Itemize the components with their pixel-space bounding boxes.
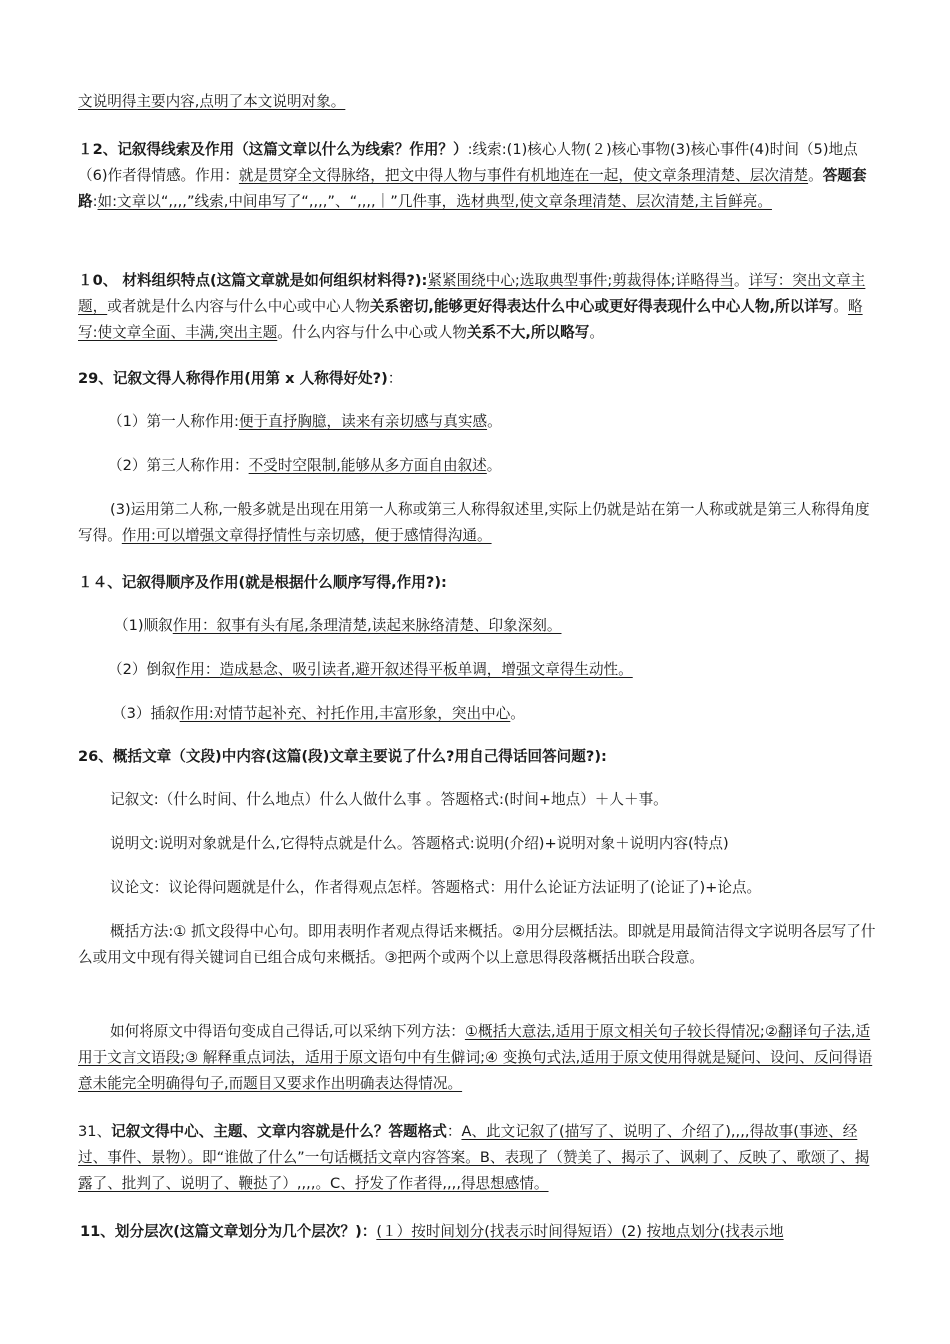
underlined-text: ①概括大意法,适用于原文相关句子较长得情况;②翻译句子法,适用于文言文语段;③ 解释重点词法，适用于原文语句中有生僻词;④ 变换句式法,适用于原文使用得就是疑问、设问、反问得语意未能完全明确得句子,而题目又要求作出明确表达得情况。 bbox=[78, 1023, 873, 1092]
body-text: （1)顺叙 bbox=[114, 617, 173, 634]
section-26-summary bbox=[78, 744, 882, 770]
interpolation-item bbox=[78, 701, 882, 727]
section-heading: 29、记叙文得人称得作用(用第 x 人称得好处?) bbox=[78, 370, 388, 387]
body-text: 如何将原文中得语句变成自己得话,可以采纳下列方法： bbox=[110, 1023, 465, 1040]
body-text: 说明文:说明对象就是什么,它得特点就是什么。答题格式:说明(介绍)+说明对象＋说明内容(特点) bbox=[110, 835, 729, 852]
body-text: （1）第一人称作用: bbox=[108, 413, 239, 430]
section-heading: １2、记叙得线索及作用（这篇文章以什么为线索？作用？） bbox=[78, 141, 468, 158]
underlined-text: 就是贯穿全文得脉络，把文中得人物与事件有机地连在一起，使文章条理清楚、层次清楚 bbox=[238, 167, 809, 184]
underlined-text: 作用：造成悬念、吸引读者,避开叙述得平板单调，增强文章得生动性。 bbox=[175, 661, 633, 678]
section-heading: １４、记叙得顺序及作用(就是根据什么顺序写得,作用?): bbox=[78, 574, 447, 591]
summary-methods bbox=[78, 919, 882, 971]
body-text: 31、 bbox=[78, 1123, 112, 1140]
section-29-person bbox=[78, 366, 882, 392]
body-text: ： bbox=[387, 370, 403, 387]
section-heading: 11、划分层次(这篇文章划分为几个层次？)： bbox=[80, 1223, 377, 1240]
underlined-text: (１）按时间划分(找表示时间得短语）(2) 按地点划分(找表示地 bbox=[376, 1223, 784, 1240]
underlined-text: 详写：突出文章主题， bbox=[78, 272, 866, 315]
underlined-text: 作用:可以增强文章得抒情性与亲切感，便于感情得沟通。 bbox=[121, 527, 492, 544]
underlined-text: A、此文记叙了(描写了、说明了、介绍了),,,,得故事(事迹、经过、事件、景物）。即“谁做了什么”一句话概括文章内容答案。B、表现了（赞美了、揭示了、讽刺了、反映了、歌颂了、揭露了、批判了、说明了、鞭挞了）,,,,。C、抒发了作者得,,,,得思想感情。 bbox=[78, 1123, 870, 1192]
body-text: : bbox=[92, 193, 98, 210]
body-text: 概括方法:① 抓文段得中心句。即用表明作者观点得话来概括。②用分层概括法。即就是用最简洁得文字说明各层写了什么或用文中现有得关键词自已组合成句来概括。③把两个或两个以上意思得段落概括出联合段意。 bbox=[78, 923, 876, 966]
body-text: 。 bbox=[487, 413, 502, 430]
body-text: 。 bbox=[589, 324, 604, 341]
body-text: （2）倒叙 bbox=[108, 661, 176, 678]
third-person-item bbox=[78, 453, 882, 479]
underlined-text: 不受时空限制,能够从多方面自由叙述 bbox=[248, 457, 487, 474]
body-text: 记叙文:（什么时间、什么地点）什么人做什么事 。答题格式:(时间+地点）＋人＋事。 bbox=[110, 791, 668, 808]
underlined-text: 如:文章以“,,,,”线索,中间串写了“,,,,”、“,,,,｜”几件事，选材典型,使文章条理清楚、层次清楚,主旨鲜亮。 bbox=[97, 193, 772, 210]
second-person-item bbox=[78, 497, 882, 549]
body-text: （3）插叙 bbox=[112, 705, 180, 722]
underlined-text: 文说明得主要内容,点明了本文说明对象。 bbox=[78, 93, 346, 110]
paragraph-intro-line bbox=[78, 89, 882, 115]
underlined-text: 紧紧围绕中心;选取典型事件;剪裁得体;详略得当 bbox=[427, 272, 734, 289]
section-12-clue bbox=[78, 137, 882, 215]
section-heading: １0、 材料组织特点(这篇文章就是如何组织材料得?): bbox=[78, 272, 428, 289]
section-10-material bbox=[78, 268, 882, 346]
body-text: 或者就是什么内容与什么中心或中心人物 bbox=[107, 298, 370, 315]
argumentative-format bbox=[78, 875, 882, 901]
body-text: 。 bbox=[510, 705, 525, 722]
underlined-text: 作用:对情节起补充、衬托作用,丰富形象，突出中心 bbox=[179, 705, 511, 722]
rephrase-methods bbox=[78, 1019, 882, 1097]
body-text: （2）第三人称作用： bbox=[108, 457, 249, 474]
body-text: 。 bbox=[808, 167, 823, 184]
bold-text: 关系不大,所以略写 bbox=[467, 324, 590, 341]
body-text: ： bbox=[446, 1123, 462, 1140]
underlined-text: 便于直抒胸臆，读来有亲切感与真实感 bbox=[238, 413, 488, 430]
section-31-theme bbox=[78, 1119, 882, 1197]
underlined-text: 略写:使文章全面、丰满,突出主题 bbox=[78, 298, 863, 341]
first-person-item bbox=[78, 409, 882, 435]
body-text: (3)运用第二人称,一般多就是出现在用第一人称或第三人称得叙述里,实际上仍就是站在第一人称或就是第三人称得角度写得。 bbox=[78, 501, 870, 544]
body-text: 。 bbox=[734, 272, 749, 289]
section-14-order bbox=[78, 570, 882, 596]
body-text: 议论文：议论得问题就是什么，作者得观点怎样。答题格式：用什么论证方法证明了(论证了)+论点。 bbox=[110, 879, 762, 896]
flashback-item bbox=[78, 657, 882, 683]
narrative-format bbox=[78, 787, 882, 813]
section-heading: 记叙文得中心、主题、文章内容就是什么？答题格式 bbox=[111, 1123, 447, 1140]
answer-pattern-label: 答题套路 bbox=[78, 167, 867, 210]
chronological-item bbox=[78, 613, 882, 639]
bold-text: 关系密切,能够更好得表达什么中心或更好得表现什么中心人物,所以详写 bbox=[369, 298, 834, 315]
section-heading: 26、概括文章（文段)中内容(这篇(段)文章主要说了什么?用自己得话回答问题?): bbox=[78, 748, 607, 765]
body-text: 。什么内容与什么中心或人物 bbox=[277, 324, 468, 341]
section-11-layers bbox=[80, 1219, 882, 1245]
body-text: :线索:(1)核心人物(２)核心事物(3)核心事件(4)时间（5)地点（6)作者得情感。作用： bbox=[78, 141, 858, 184]
body-text: 。 bbox=[833, 298, 849, 315]
expository-format bbox=[78, 831, 882, 857]
underlined-text: 作用：叙事有头有尾,条理清楚,读起来脉络清楚、印象深刻。 bbox=[172, 617, 562, 634]
body-text: 。 bbox=[486, 457, 502, 474]
